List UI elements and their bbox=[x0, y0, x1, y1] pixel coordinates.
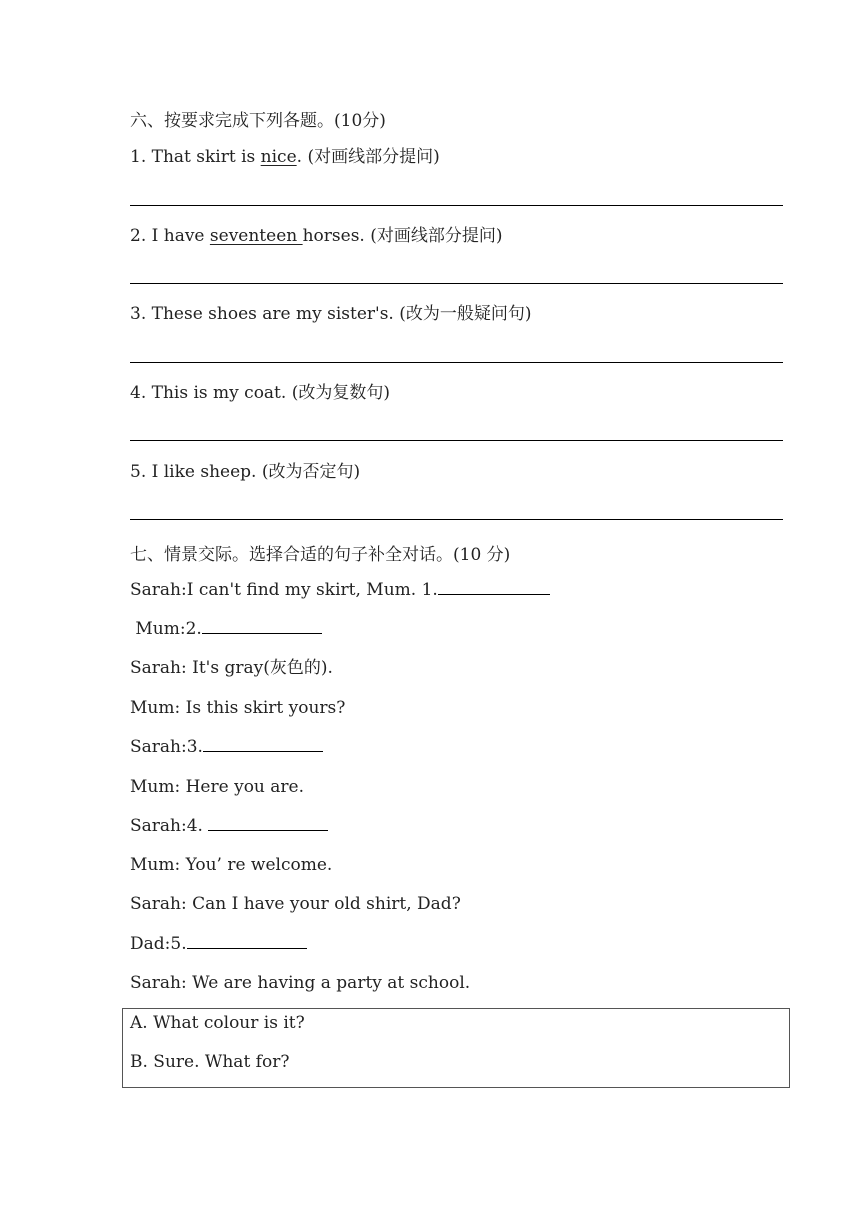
blank-1[interactable] bbox=[438, 580, 550, 595]
question-1-prefix: 1. That skirt is bbox=[130, 147, 261, 167]
option-a: A. What colour is it? bbox=[130, 1013, 305, 1033]
dialogue-line-11: Sarah: We are having a party at school. bbox=[130, 973, 471, 993]
section-7-heading: 七、情景交际。选择合适的句子补全对话。(10 分) bbox=[130, 545, 511, 565]
dialogue-line-1-text: Sarah:I can't find my skirt, Mum. 1. bbox=[130, 580, 438, 600]
dialogue-line-7 bbox=[130, 815, 328, 837]
answer-line-1[interactable] bbox=[130, 205, 783, 206]
question-1-underlined-word: nice bbox=[260, 147, 297, 167]
answer-line-4[interactable] bbox=[130, 440, 783, 441]
section-6-heading: 六、按要求完成下列各题。(10分) bbox=[130, 111, 386, 131]
dialogue-line-6: Mum: Here you are. bbox=[130, 777, 305, 797]
question-3: 3. These shoes are my sister's. (改为一般疑问句) bbox=[130, 304, 532, 324]
question-1 bbox=[130, 146, 440, 168]
dialogue-line-2-text: Mum:2. bbox=[130, 619, 202, 639]
option-b: B. Sure. What for? bbox=[130, 1052, 290, 1072]
dialogue-line-5 bbox=[130, 736, 323, 758]
dialogue-line-10-text: Dad:5. bbox=[130, 934, 187, 954]
answer-line-3[interactable] bbox=[130, 362, 783, 363]
question-2-underlined-word: seventeen bbox=[209, 226, 303, 246]
dialogue-line-2 bbox=[130, 618, 322, 640]
dialogue-line-10 bbox=[130, 933, 307, 955]
question-2-prefix: 2. I have bbox=[130, 226, 210, 246]
question-4: 4. This is my coat. (改为复数句) bbox=[130, 383, 390, 403]
options-box bbox=[122, 1008, 790, 1088]
dialogue-line-9: Sarah: Can I have your old shirt, Dad? bbox=[130, 894, 461, 914]
dialogue-line-5-text: Sarah:3. bbox=[130, 737, 203, 757]
blank-4[interactable] bbox=[208, 816, 328, 831]
question-2 bbox=[130, 225, 503, 247]
blank-2[interactable] bbox=[202, 619, 322, 634]
question-1-suffix: . (对画线部分提问) bbox=[296, 147, 440, 167]
dialogue-line-4: Mum: Is this skirt yours? bbox=[130, 698, 346, 718]
answer-line-5[interactable] bbox=[130, 519, 783, 520]
question-5: 5. I like sheep. (改为否定句) bbox=[130, 462, 361, 482]
blank-5[interactable] bbox=[187, 934, 307, 949]
question-2-suffix: horses. (对画线部分提问) bbox=[302, 226, 503, 246]
answer-line-2[interactable] bbox=[130, 283, 783, 284]
dialogue-line-3: Sarah: It's gray(灰色的). bbox=[130, 658, 333, 678]
dialogue-line-8: Mum: You’ re welcome. bbox=[130, 855, 333, 875]
dialogue-line-1 bbox=[130, 579, 550, 601]
blank-3[interactable] bbox=[203, 737, 323, 752]
dialogue-line-7-text: Sarah:4. bbox=[130, 816, 209, 836]
